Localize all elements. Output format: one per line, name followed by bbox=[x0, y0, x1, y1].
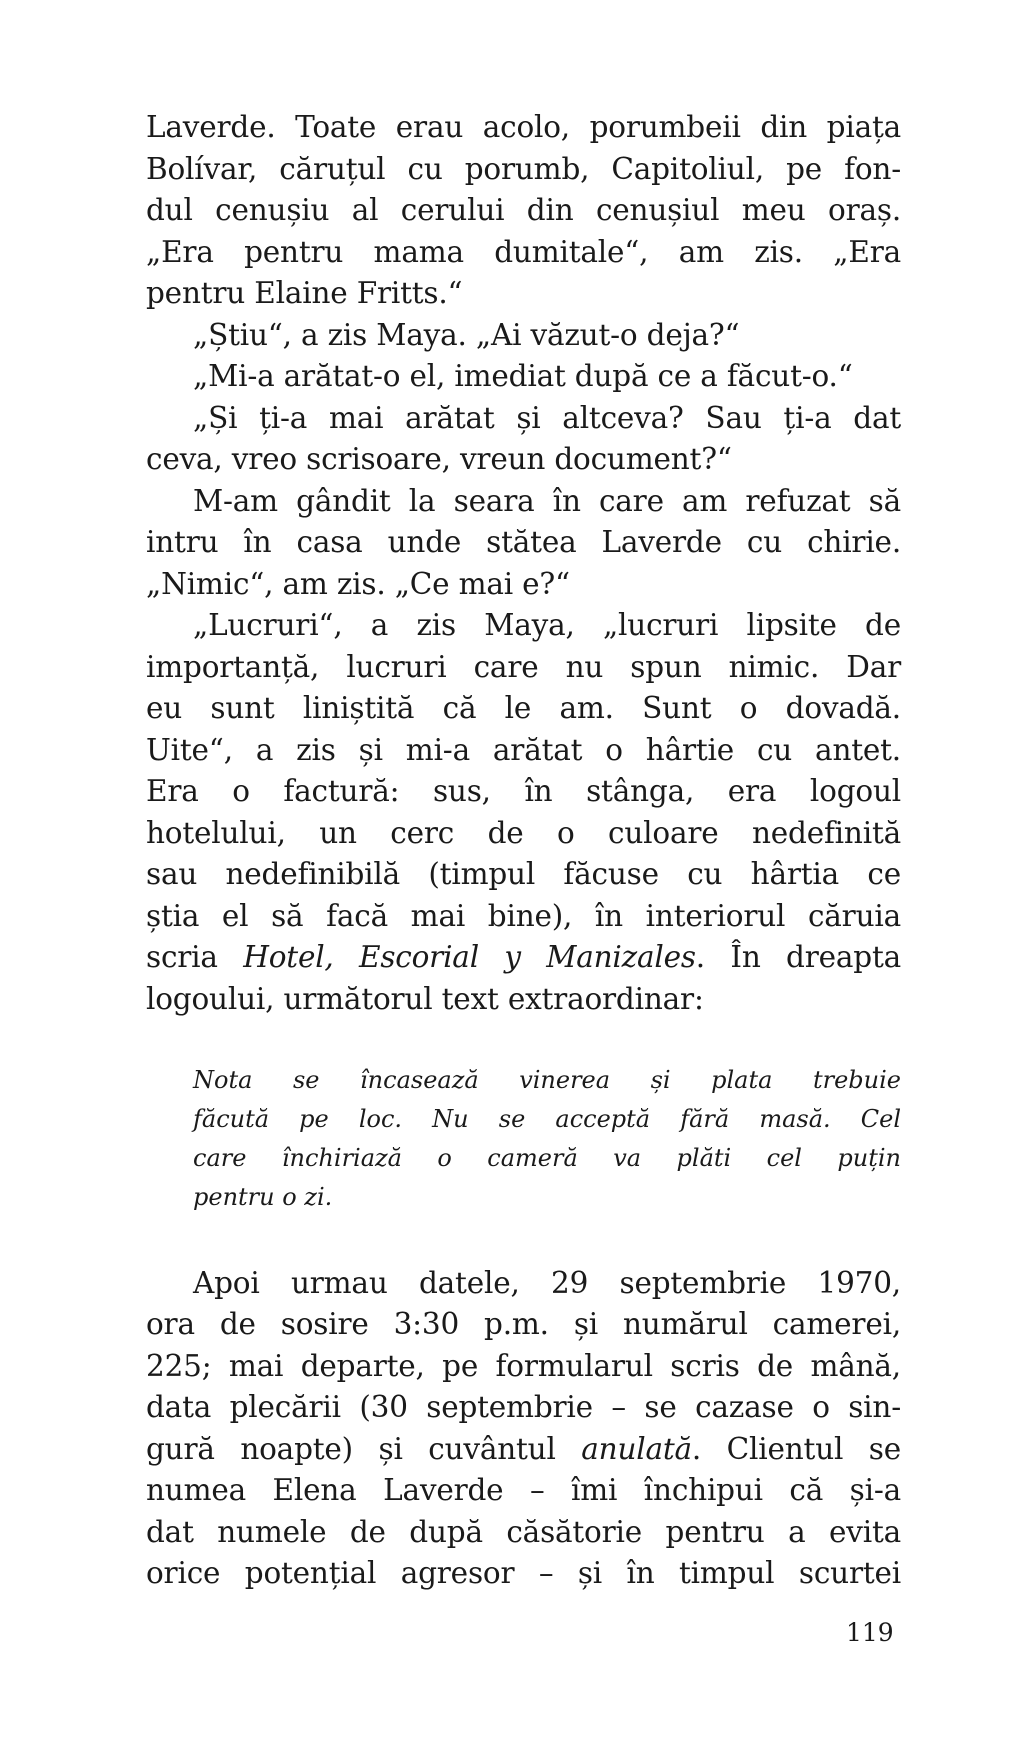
text-line: „Nimic“, am zis. „Ce mai e?“ bbox=[146, 567, 570, 601]
text-line: sau nedefinibilă (timpul făcuse cu hârtia ce bbox=[146, 857, 901, 891]
text-line: M-am gândit la seara în care am refuzat să bbox=[193, 484, 901, 518]
text-line: data plecării (30 septembrie – se cazase o sin- bbox=[146, 1390, 901, 1424]
text-line: dul cenușiu al cerului din cenușiul meu oraș. bbox=[146, 193, 901, 227]
text-line: importanță, lucruri care nu spun nimic. Dar bbox=[146, 650, 901, 684]
text-line: „Și ți-a mai arătat și altceva? Sau ți-a dat bbox=[193, 401, 901, 435]
text-run: . Clientul se bbox=[691, 1432, 901, 1466]
text-line: logoului, următorul text extraordinar: bbox=[146, 982, 704, 1016]
text-line: Uite“, a zis și mi-a arătat o hârtie cu antet. bbox=[146, 733, 901, 767]
quote-line: care închiriază o cameră va plăti cel puțin bbox=[193, 1144, 901, 1172]
text-line: Bolívar, căruțul cu porumb, Capitoliul, pe fon- bbox=[146, 152, 901, 186]
text-line: Apoi urmau datele, 29 septembrie 1970, bbox=[193, 1266, 901, 1300]
text-line: „Era pentru mama dumitale“, am zis. „Era bbox=[146, 235, 901, 269]
text-line: numea Elena Laverde – îmi închipui că și-a bbox=[146, 1473, 901, 1507]
text-line: știa el să facă mai bine), în interiorul căruia bbox=[146, 899, 901, 933]
text-line-anulata bbox=[146, 1429, 901, 1469]
text-run: gură noapte) și cuvântul bbox=[146, 1432, 582, 1466]
quote-line: pentru o zi. bbox=[193, 1183, 333, 1211]
text-line: „Știu“, a zis Maya. „Ai văzut-o deja?“ bbox=[193, 318, 740, 352]
text-run: scria bbox=[146, 940, 244, 974]
anulata-italic: anulată bbox=[581, 1432, 692, 1466]
quote-line: făcută pe loc. Nu se acceptă fără masă. Cel bbox=[193, 1105, 901, 1133]
text-line: eu sunt liniștită că le am. Sunt o dovadă. bbox=[146, 691, 901, 725]
text-line: orice potențial agresor – și în timpul scurtei bbox=[146, 1556, 901, 1590]
page-number: 119 bbox=[846, 1618, 894, 1647]
quote-line: Nota se încasează vinerea și plata trebuie bbox=[193, 1066, 901, 1094]
text-line: pentru Elaine Fritts.“ bbox=[146, 276, 463, 310]
hotel-name-italic: Hotel, Escorial y Manizales bbox=[243, 940, 696, 974]
text-line: Laverde. Toate erau acolo, porumbeii din piața bbox=[146, 110, 901, 144]
text-line: intru în casa unde stătea Laverde cu chirie. bbox=[146, 525, 901, 559]
text-run: . În dreapta bbox=[695, 940, 901, 974]
text-line: ceva, vreo scrisoare, vreun document?“ bbox=[146, 442, 732, 476]
text-line: 225; mai departe, pe formularul scris de mână, bbox=[146, 1349, 901, 1383]
text-line: „Lucruri“, a zis Maya, „lucruri lipsite de bbox=[193, 608, 901, 642]
text-line: hotelului, un cerc de o culoare nedefinită bbox=[146, 816, 901, 850]
text-line-hotel bbox=[146, 937, 901, 977]
text-line: „Mi-a arătat-o el, imediat după ce a făcut-o.“ bbox=[193, 359, 853, 393]
text-line: dat numele de după căsătorie pentru a evita bbox=[146, 1515, 901, 1549]
text-line: ora de sosire 3:30 p.m. și numărul camerei, bbox=[146, 1307, 901, 1341]
text-line: Era o factură: sus, în stânga, era logoul bbox=[146, 774, 901, 808]
